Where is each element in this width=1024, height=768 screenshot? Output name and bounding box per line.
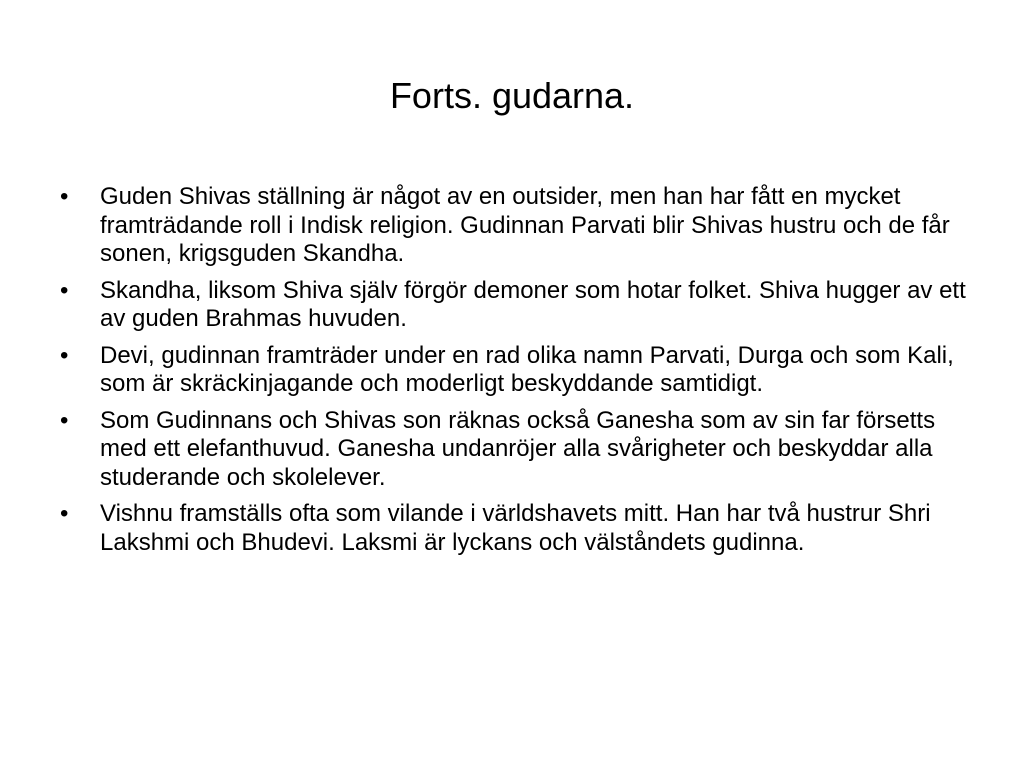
bullet-text: Guden Shivas ställning är något av en outsider, men han har fått en mycket framträdande roll i Indisk religion. Gudinnan Parvati blir Shivas hustru och de får sonen, krigsguden Skandha. <box>100 183 950 267</box>
bullet-text: Skandha, liksom Shiva själv förgör demoner som hotar folket. Shiva hugger av ett av guden Brahmas huvuden. <box>100 276 966 332</box>
bullet-item <box>60 500 970 557</box>
bullet-text: Vishnu framställs ofta som vilande i världshavets mitt. Han har två hustrur Shri Lakshmi och Bhudevi. Laksmi är lyckans och välståndets gudinna. <box>100 500 931 556</box>
bullet-item <box>60 407 970 493</box>
bullet-marker: • <box>60 183 69 210</box>
bullet-text: Devi, gudinnan framträder under en rad olika namn Parvati, Durga och som Kali, som är skräckinjagande och moderligt beskyddande samtidigt. <box>100 341 954 397</box>
bullet-text: Som Gudinnans och Shivas son räknas också Ganesha som av sin far försetts med ett elefanthuvud. Ganesha undanröjer alla svårigheter och beskyddar alla studerande och skolelever. <box>100 406 936 491</box>
bullet-marker: • <box>60 500 69 527</box>
bullet-marker: • <box>60 276 69 304</box>
bullet-marker: • <box>60 406 69 434</box>
bullet-item <box>60 183 970 269</box>
bullet-marker: • <box>60 341 69 369</box>
bullet-list <box>60 183 970 565</box>
bullet-item <box>60 342 970 399</box>
bullet-item <box>60 277 970 334</box>
slide-title: Forts. gudarna. <box>389 75 635 116</box>
